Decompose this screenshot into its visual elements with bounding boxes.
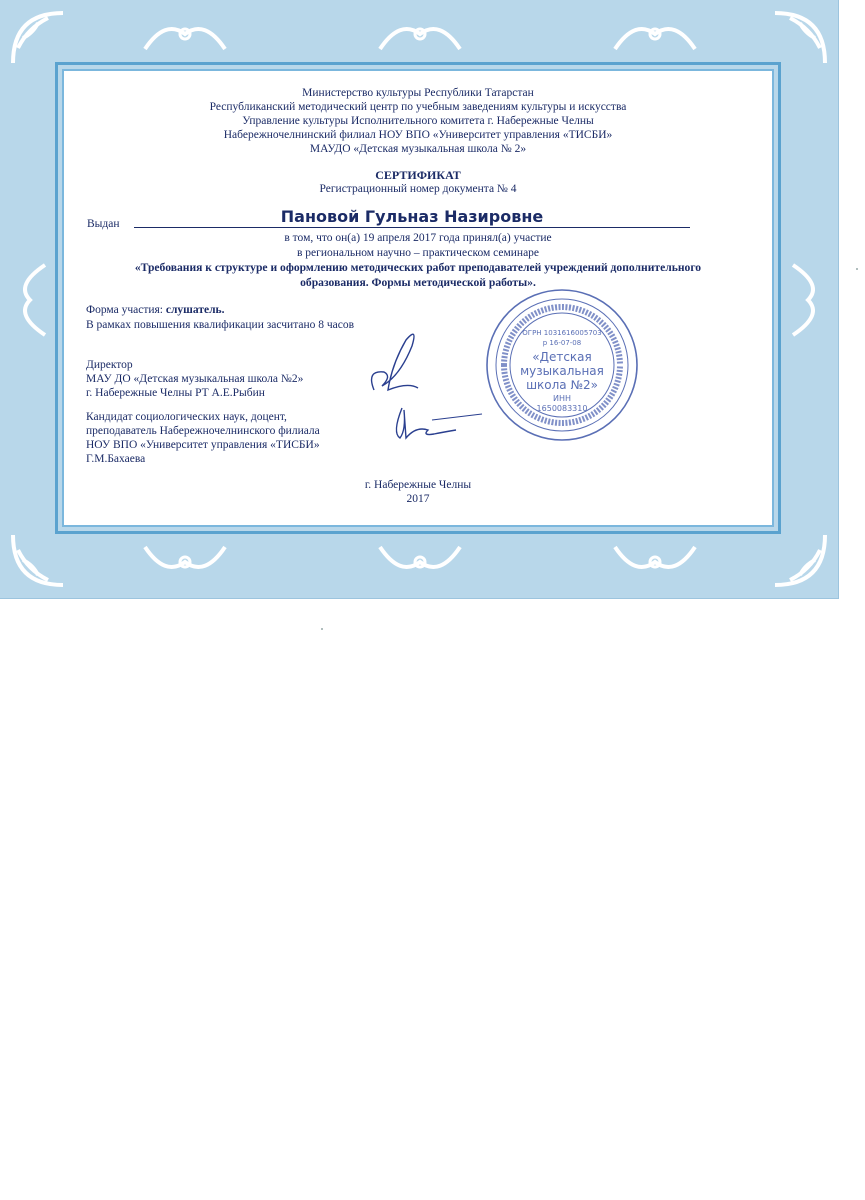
form-label: Форма участия: [86,304,166,316]
header-culture-dept: Управление культуры Исполнительного комитета г. Набережные Челны [242,115,594,127]
stamp-inn-label: ИНН [552,394,572,403]
ornament-bottom-center-left-icon [140,542,230,582]
qualification-hours: В рамках повышения квалификации засчитано 8 часов [86,319,355,331]
candidate-name: Г.М.Бахаева [86,453,146,465]
ornament-top-center-left-icon [140,14,230,54]
ornament-bottom-center-right-icon [610,542,700,582]
scan-speck [856,268,858,270]
header-method-center: Республиканский методический центр по учебным заведениям культуры и искусства [209,101,627,113]
stamp-ogrn: ОГРН 1031616005703 [522,329,602,337]
ornament-top-left-icon [8,8,68,68]
ornament-top-center-icon [375,14,465,54]
recipient-name: Пановой Гульназ Назировне [280,207,544,226]
header-tisbi-branch: Набережночелнинский филиал НОУ ВПО «Университет управления «ТИСБИ» [223,129,613,141]
participation-form [86,303,225,317]
ornament-bottom-center-icon [375,542,465,582]
footer-year: 2017 [406,493,430,505]
stamp-name-2: музыкальная [520,364,604,378]
official-stamp-icon [484,287,640,443]
director-city-name: г. Набережные Челны РТ А.Е.Рыбин [86,387,265,399]
form-value: слушатель. [165,304,225,316]
director-org: МАУ ДО «Детская музыкальная школа №2» [86,373,304,385]
header-ministry: Министерство культуры Республики Татарстан [302,87,534,99]
candidate-university: НОУ ВПО «Университет управления «ТИСБИ» [86,439,320,451]
participation-line: в том, что он(а) 19 апреля 2017 года принял(а) участие [284,232,552,244]
stamp-name-1: «Детская [532,350,592,364]
director-title: Директор [86,359,133,371]
ornament-top-center-right-icon [610,14,700,54]
recipient-underline [134,227,690,228]
topic-line-2: образования. Формы методической работы». [300,276,536,289]
ornament-top-right-icon [770,8,830,68]
stamp-name-3: школа №2» [526,378,598,392]
signature-icon [362,328,492,448]
candidate-position: преподаватель Набережночелнинского филиала [86,425,320,437]
scan-speck [321,628,323,630]
ornament-left-middle-icon [10,260,50,340]
candidate-degree: Кандидат социологических наук, доцент, [86,411,287,423]
stamp-date: р 16-07-08 [542,339,582,347]
ornament-right-middle-icon [788,260,828,340]
topic-line-1: «Требования к структуре и оформлению методических работ преподавателей учреждений дополнительного [134,261,702,274]
ornament-bottom-left-icon [8,530,68,590]
header-music-school: МАУДО «Детская музыкальная школа № 2» [309,143,527,155]
certificate-title: СЕРТИФИКАТ [375,168,461,182]
stamp-inn: 1650083310 [536,404,588,413]
ornament-bottom-right-icon [770,530,830,590]
registration-number: Регистрационный номер документа № 4 [319,183,517,195]
footer-city: г. Набережные Челны [364,479,472,491]
issued-label: Выдан [87,218,120,230]
seminar-line: в региональном научно – практическом семинаре [296,247,540,259]
